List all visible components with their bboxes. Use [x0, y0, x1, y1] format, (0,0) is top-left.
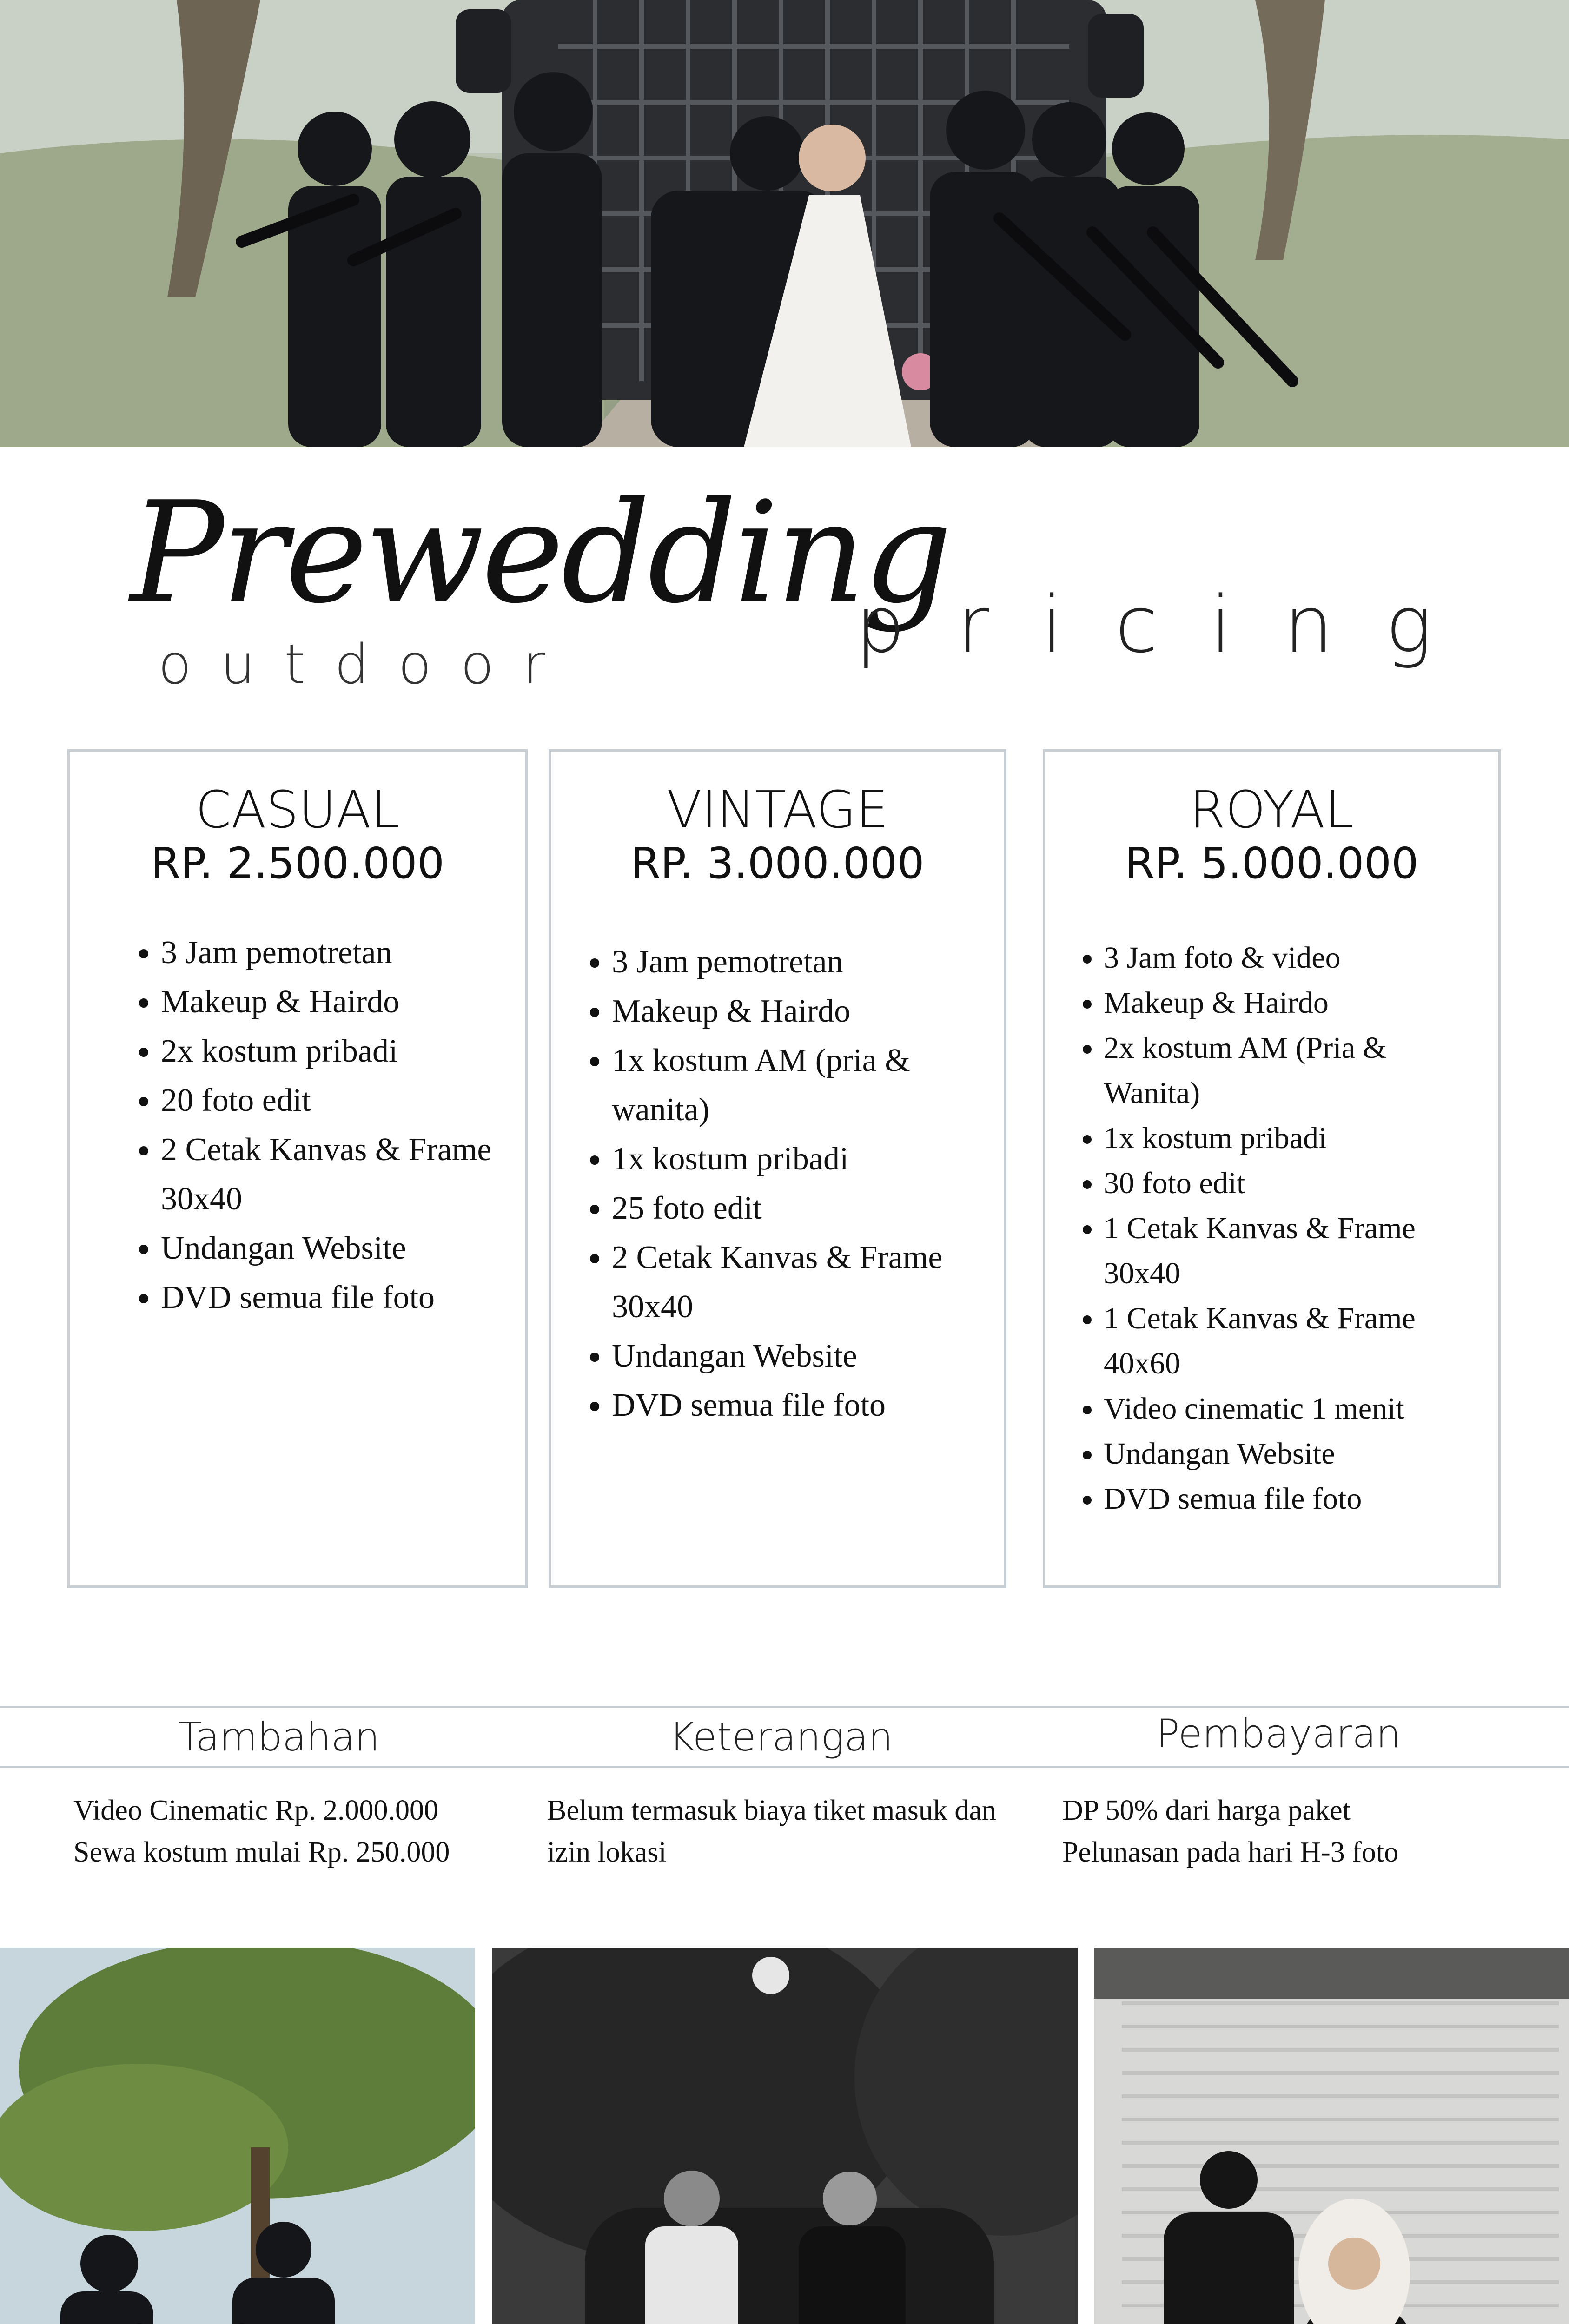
- package-feature: • DVD semua file foto: [612, 1381, 981, 1430]
- title-prewedding: Prewedding: [130, 472, 950, 634]
- pembayaran-line: Pelunasan pada hari H-3 foto: [1062, 1836, 1399, 1868]
- heading-pembayaran: Pembayaran: [1156, 1711, 1401, 1756]
- stairs-photo-illustration: [1094, 1948, 1569, 2324]
- hero-photo-illustration: [0, 0, 1569, 447]
- package-feature: • 30 foto edit: [1104, 1161, 1475, 1206]
- package-feature: • 3 Jam pemotretan: [612, 938, 981, 987]
- package-feature: • DVD semua file foto: [1104, 1476, 1475, 1521]
- package-price: RP. 3.000.000: [630, 838, 925, 888]
- package-feature: • 1 Cetak Kanvas & Frame 30x40: [1104, 1206, 1475, 1296]
- night-photo-illustration: [492, 1948, 1078, 2324]
- package-price: RP. 5.000.000: [1125, 838, 1419, 888]
- gallery-photo-park: [0, 1948, 475, 2324]
- title-pricing: pricing: [855, 579, 1484, 670]
- package-feature: • DVD semua file foto: [161, 1273, 502, 1322]
- package-name: ROYAL: [1190, 780, 1354, 839]
- package-card-royal: [1043, 749, 1501, 1588]
- package-feature: • Makeup & Hairdo: [161, 977, 502, 1027]
- package-feature: • 25 foto edit: [612, 1184, 981, 1233]
- package-price: RP. 2.500.000: [151, 838, 444, 888]
- package-feature: • 1x kostum pribadi: [1104, 1116, 1475, 1161]
- package-feature: • 2 Cetak Kanvas & Frame 30x40: [161, 1125, 502, 1224]
- package-feature: • Undangan Website: [161, 1224, 502, 1273]
- heading-tambahan: Tambahan: [178, 1714, 380, 1760]
- gallery-photo-stairs: [1094, 1948, 1569, 2324]
- package-feature: • Makeup & Hairdo: [612, 987, 981, 1036]
- package-feature: • 1 Cetak Kanvas & Frame 40x60: [1104, 1296, 1475, 1386]
- tambahan-line: Sewa kostum mulai Rp. 250.000: [73, 1836, 450, 1868]
- package-feature-list: [1064, 935, 1475, 1521]
- pembayaran-line: DP 50% dari harga paket: [1062, 1795, 1351, 1826]
- gallery-photo-car-night: [492, 1948, 1078, 2324]
- package-feature: • 20 foto edit: [161, 1076, 502, 1125]
- package-name: VINTAGE: [667, 780, 888, 839]
- divider-bottom: [0, 1766, 1569, 1768]
- pembayaran-text: [1062, 1789, 1398, 1873]
- package-feature: • 1x kostum AM (pria & wanita): [612, 1036, 981, 1135]
- package-feature: • Undangan Website: [612, 1332, 981, 1381]
- title-outdoor: outdoor: [158, 632, 575, 696]
- tambahan-line: Video Cinematic Rp. 2.000.000: [73, 1795, 438, 1826]
- package-feature: • 2 Cetak Kanvas & Frame 30x40: [612, 1233, 981, 1332]
- package-card-vintage: [549, 749, 1006, 1588]
- package-feature: • 3 Jam pemotretan: [161, 928, 502, 977]
- package-feature: • Makeup & Hairdo: [1104, 980, 1475, 1025]
- heading-keterangan: Keterangan: [669, 1714, 893, 1760]
- keterangan-text: [547, 1789, 996, 1873]
- keterangan-line: Belum termasuk biaya tiket masuk dan: [547, 1795, 996, 1826]
- package-feature: • 1x kostum pribadi: [612, 1135, 981, 1184]
- package-feature-list: [572, 938, 981, 1430]
- package-feature: • 2x kostum pribadi: [161, 1027, 502, 1076]
- tambahan-text: [73, 1789, 450, 1873]
- package-card-casual: [67, 749, 528, 1588]
- package-feature: • 2x kostum AM (Pria & Wanita): [1104, 1025, 1475, 1116]
- package-feature: • Video cinematic 1 menit: [1104, 1386, 1475, 1431]
- package-feature-list: [121, 928, 502, 1322]
- divider-top: [0, 1706, 1569, 1708]
- package-feature: • 3 Jam foto & video: [1104, 935, 1475, 980]
- park-photo-illustration: [0, 1948, 475, 2324]
- keterangan-line: izin lokasi: [547, 1836, 667, 1868]
- package-name: CASUAL: [195, 780, 400, 839]
- hero-photo: [0, 0, 1569, 447]
- package-feature: • Undangan Website: [1104, 1431, 1475, 1476]
